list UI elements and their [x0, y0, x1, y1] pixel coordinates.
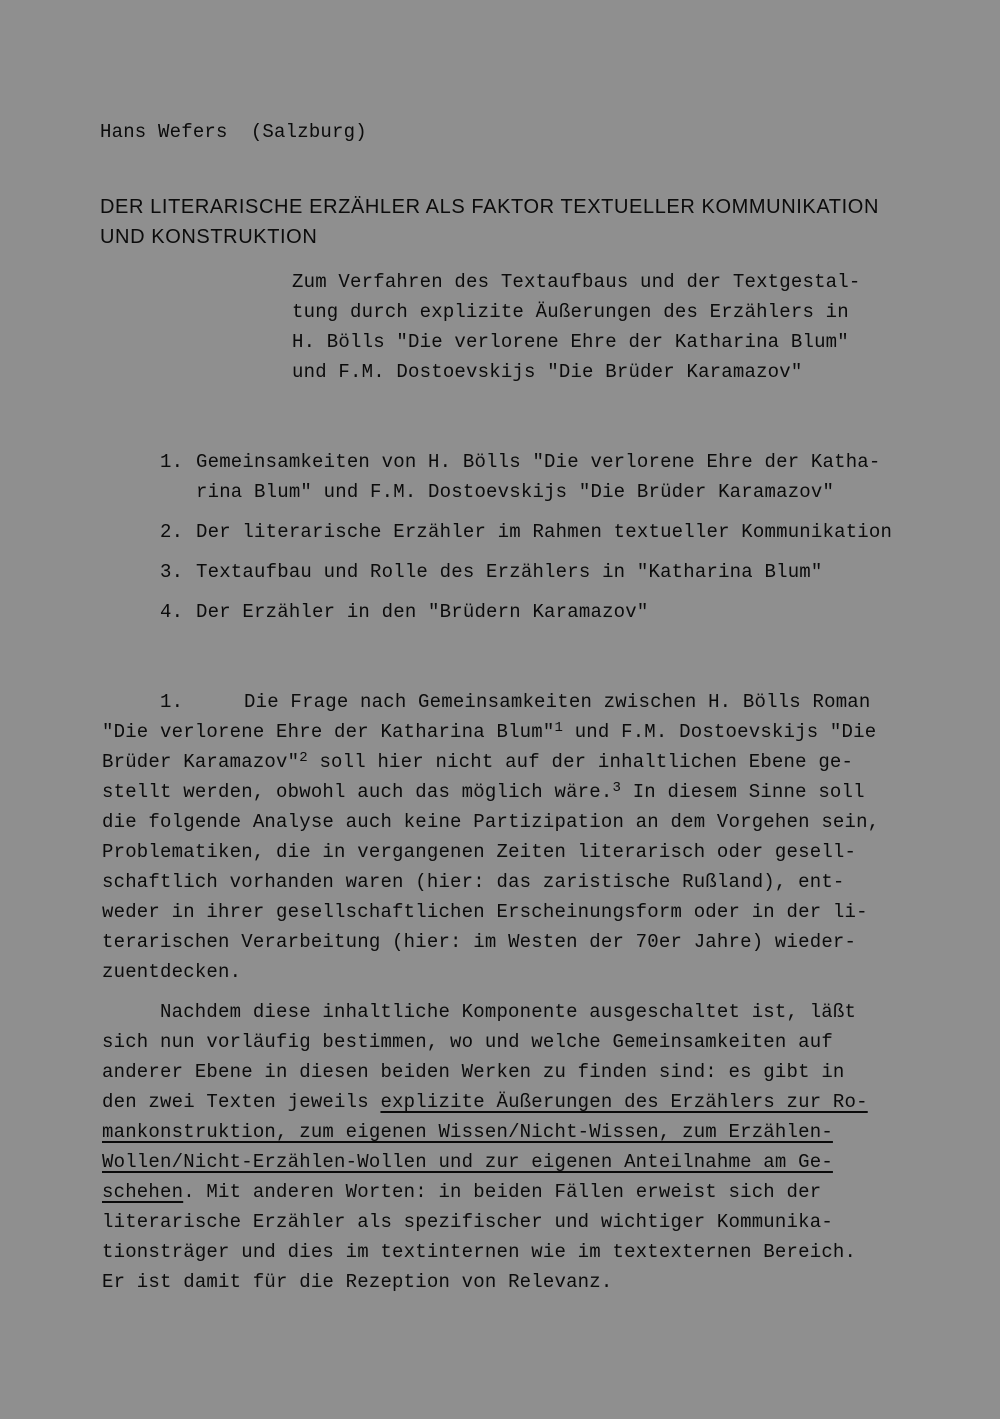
para2-line-7-underlined: schehen [102, 1181, 184, 1203]
para1-line-3 [102, 750, 853, 776]
para2-line-1: Nachdem diese inhaltliche Komponente ausgeschaltet ist, läßt [160, 1001, 857, 1023]
subtitle-line-1: Zum Verfahren des Textaufbaus und der Textgestal- [292, 271, 861, 293]
para1-line-1: Die Frage nach Gemeinsamkeiten zwischen H. Bölls Roman [244, 691, 871, 713]
para1-line-4-text: stellt werden, obwohl auch das möglich wäre. [102, 781, 613, 803]
para2-line-4-text: den zwei Texten jeweils [102, 1091, 381, 1113]
para2-line-2: sich nun vorläufig bestimmen, wo und welche Gemeinsamkeiten auf [102, 1031, 833, 1053]
para1-line-3-text: Brüder Karamazov" [102, 751, 300, 773]
para2-line-4 [102, 1090, 868, 1114]
section-number: 1. [160, 691, 184, 713]
para1-line-7: schaftlich vorhanden waren (hier: das zaristische Rußland), ent- [102, 871, 845, 893]
toc-number-1: 1. [160, 451, 184, 473]
author-line: Hans Wefers (Salzburg) [100, 121, 367, 143]
para2-line-8: literarische Erzähler als spezifischer und wichtiger Kommunika- [102, 1211, 833, 1233]
para1-line-8: weder in ihrer gesellschaftlichen Erscheinungsform oder in der li- [102, 901, 868, 923]
toc-number-3: 3. [160, 561, 184, 583]
para2-line-10: Er ist damit für die Rezeption von Relevanz. [102, 1271, 613, 1293]
toc-entry-1-line-1: Gemeinsamkeiten von H. Bölls "Die verlorene Ehre der Katha- [196, 451, 881, 473]
para2-line-7 [102, 1180, 821, 1204]
title-line-1: DER LITERARISCHE ERZÄHLER ALS FAKTOR TEXTUELLER KOMMUNIKATION [100, 196, 879, 218]
toc-number-4: 4. [160, 601, 184, 623]
toc-number-2: 2. [160, 521, 184, 543]
toc-entry-1-line-2: rina Blum" und F.M. Dostoevskijs "Die Brüder Karamazov" [196, 481, 835, 503]
para2-line-6-underlined: Wollen/Nicht-Erzählen-Wollen und zur eigenen Anteilnahme am Ge- [102, 1151, 833, 1173]
subtitle-line-4: und F.M. Dostoevskijs "Die Brüder Karamazov" [292, 361, 803, 383]
para2-line-4-underlined: explizite Äußerungen des Erzählers zur Ro- [380, 1091, 868, 1113]
para1-line-2-text: "Die verlorene Ehre der Katharina Blum" [102, 721, 555, 743]
subtitle-line-2: tung durch explizite Äußerungen des Erzählers in [292, 301, 849, 323]
title-line-2: UND KONSTRUKTION [100, 226, 318, 248]
para2-line-6 [102, 1150, 833, 1174]
para2-line-9: tionsträger und dies im textinternen wie im textexternen Bereich. [102, 1241, 857, 1263]
subtitle-line-3: H. Bölls "Die verlorene Ehre der Katharina Blum" [292, 331, 849, 353]
toc-entry-3: Textaufbau und Rolle des Erzählers in "Katharina Blum" [196, 561, 823, 583]
para2-line-7-text: . Mit anderen Worten: in beiden Fällen erweist sich der [183, 1181, 822, 1203]
para2-line-5 [102, 1120, 833, 1144]
para1-line-2-text-b: und F.M. Dostoevskijs "Die [563, 721, 877, 743]
para1-line-6: Problematiken, die in vergangenen Zeiten literarisch oder gesell- [102, 841, 857, 863]
para2-line-3: anderer Ebene in diesen beiden Werken zu finden sind: es gibt in [102, 1061, 845, 1083]
footnote-ref-1: 1 [554, 720, 564, 736]
para2-line-5-underlined: mankonstruktion, zum eigenen Wissen/Nicht-Wissen, zum Erzählen- [102, 1121, 833, 1143]
para1-line-10: zuentdecken. [102, 961, 242, 983]
para1-line-3-text-b: soll hier nicht auf der inhaltlichen Ebene ge- [307, 751, 854, 773]
footnote-ref-2: 2 [299, 750, 308, 766]
para1-line-4-text-b: In diesem Sinne soll [621, 781, 865, 803]
toc-entry-4: Der Erzähler in den "Brüdern Karamazov" [196, 601, 649, 623]
footnote-ref-3: 3 [612, 780, 622, 796]
toc-entry-2: Der literarische Erzähler im Rahmen textueller Kommunikation [196, 521, 893, 543]
para1-line-9: terarischen Verarbeitung (hier: im Westen der 70er Jahre) wieder- [102, 931, 857, 953]
para1-line-2 [102, 720, 876, 746]
para1-line-4 [102, 780, 865, 806]
para1-line-5: die folgende Analyse auch keine Partizipation an dem Vorgehen sein, [102, 811, 880, 833]
